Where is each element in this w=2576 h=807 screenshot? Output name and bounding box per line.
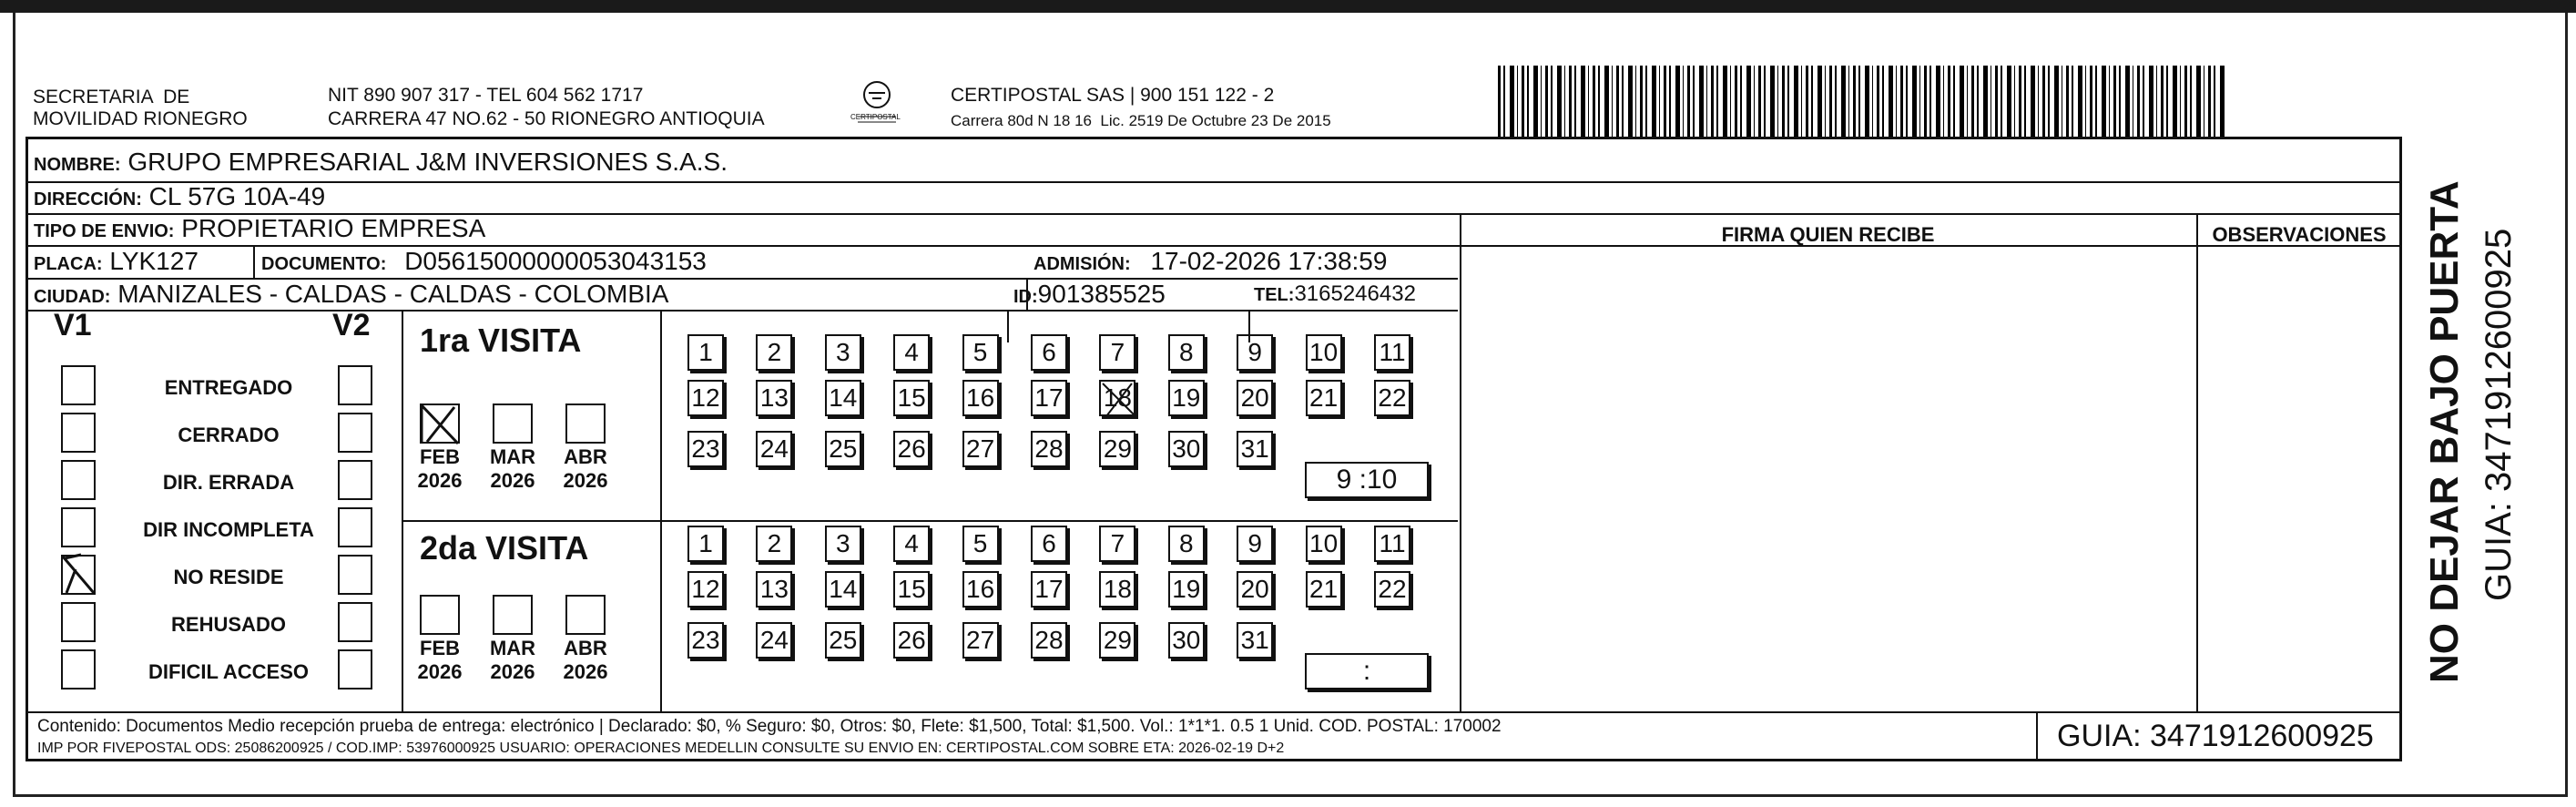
first-visit-day[interactable]: 15 bbox=[893, 380, 930, 416]
second-visit-title: 2da VISITA bbox=[420, 529, 589, 567]
first-visit-day[interactable]: 5 bbox=[962, 334, 999, 371]
second-visit-month-mar-checkbox[interactable] bbox=[493, 595, 533, 635]
first-visit-day[interactable]: 31 bbox=[1237, 431, 1273, 467]
placa-label: PLACA: bbox=[34, 254, 103, 274]
first-visit-day[interactable]: 28 bbox=[1031, 431, 1067, 467]
month-name: ABR bbox=[564, 637, 607, 659]
month-name: MAR bbox=[489, 445, 536, 468]
v1-checkbox-dificil-acceso[interactable] bbox=[61, 649, 96, 690]
month-label bbox=[485, 445, 540, 493]
no-dejar-bajo-puerta-text: NO DEJAR BAJO PUERTA bbox=[2422, 180, 2467, 683]
first-visit-month-mar-checkbox[interactable] bbox=[493, 404, 533, 444]
seal-text: CERTIPOSTAL bbox=[850, 113, 901, 121]
tel-row bbox=[1254, 279, 1416, 311]
observaciones-header: OBSERVACIONES bbox=[2212, 223, 2387, 246]
delivery-form bbox=[25, 137, 2402, 761]
placa-value: LYK127 bbox=[109, 247, 199, 275]
handwritten-x-mark-icon bbox=[57, 551, 101, 598]
first-visit-day[interactable]: 8 bbox=[1168, 334, 1205, 371]
month-year: 2026 bbox=[563, 469, 608, 492]
barcode bbox=[1498, 66, 2226, 137]
status-label: ENTREGADO bbox=[164, 376, 293, 399]
second-visit-day[interactable]: 25 bbox=[825, 622, 861, 659]
v1-checkbox-dir-errada[interactable] bbox=[61, 460, 96, 500]
month-label bbox=[558, 445, 613, 493]
first-visit-day[interactable]: 14 bbox=[825, 380, 861, 416]
id-divider bbox=[1007, 310, 1009, 342]
tel-value: 3165246432 bbox=[1294, 281, 1416, 306]
second-visit-day[interactable]: 24 bbox=[756, 622, 792, 659]
handwritten-x-mark-icon bbox=[418, 402, 463, 447]
second-visit-day[interactable]: 14 bbox=[825, 571, 861, 608]
tipo-row bbox=[34, 213, 485, 247]
direccion-label: DIRECCIÓN: bbox=[34, 189, 142, 209]
v2-checkbox-dir-incompleta[interactable] bbox=[338, 507, 372, 547]
second-visit-day[interactable]: 17 bbox=[1031, 571, 1067, 608]
first-visit-day[interactable]: 11 bbox=[1374, 334, 1410, 371]
id-label: ID: bbox=[1013, 287, 1038, 307]
documento-label: DOCUMENTO: bbox=[261, 254, 387, 274]
v1-checkbox-no-reside[interactable] bbox=[61, 555, 96, 595]
side-guia-text: GUIA: 3471912600925 bbox=[2479, 228, 2519, 601]
v1-checkbox-entregado[interactable] bbox=[61, 365, 96, 405]
admision-row bbox=[1033, 246, 1387, 280]
first-visit-day[interactable]: 3 bbox=[825, 334, 861, 371]
second-visit-day[interactable]: 26 bbox=[893, 622, 930, 659]
first-visit-day[interactable]: 16 bbox=[962, 380, 999, 416]
second-visit-day[interactable]: 9 bbox=[1237, 526, 1273, 562]
first-visit-day[interactable]: 9 bbox=[1237, 334, 1273, 371]
second-visit-day[interactable]: 11 bbox=[1374, 526, 1410, 562]
second-visit-day[interactable]: 30 bbox=[1168, 622, 1205, 659]
first-visit-day[interactable]: 13 bbox=[756, 380, 792, 416]
first-visit-day[interactable]: 12 bbox=[687, 380, 724, 416]
v2-checkbox-no-reside[interactable] bbox=[338, 555, 372, 595]
month-label bbox=[412, 445, 467, 493]
id-row bbox=[1013, 279, 1166, 312]
second-visit-day[interactable]: 1 bbox=[687, 526, 724, 562]
footer-divider bbox=[28, 711, 2399, 713]
status-label: NO RESIDE bbox=[173, 566, 284, 588]
org-name-line2: MOVILIDAD RIONEGRO bbox=[33, 108, 248, 129]
status-label: CERRADO bbox=[178, 424, 280, 446]
second-visit-day[interactable]: 23 bbox=[687, 622, 724, 659]
courier-line2: Carrera 80d N 18 16 Lic. 2519 De Octubre 23 De 2015 bbox=[951, 112, 1331, 129]
v2-checkbox-rehusado[interactable] bbox=[338, 602, 372, 642]
second-visit-day[interactable]: 22 bbox=[1374, 571, 1410, 608]
org-name-line1: SECRETARIA DE bbox=[33, 87, 190, 107]
direccion-value: CL 57G 10A-49 bbox=[148, 182, 326, 210]
admision-value: 17-02-2026 17:38:59 bbox=[1150, 247, 1388, 275]
direccion-row bbox=[34, 181, 325, 215]
first-visit-day[interactable]: 30 bbox=[1168, 431, 1205, 467]
observaciones-left-border bbox=[2196, 213, 2198, 711]
second-visit-day[interactable]: 28 bbox=[1031, 622, 1067, 659]
first-visit-day[interactable]: 19 bbox=[1168, 380, 1205, 416]
first-visit-title: 1ra VISITA bbox=[420, 322, 582, 359]
month-year: 2026 bbox=[563, 660, 608, 683]
second-visit-day[interactable]: 8 bbox=[1168, 526, 1205, 562]
month-year: 2026 bbox=[417, 660, 463, 683]
guia-divider bbox=[2036, 711, 2038, 761]
month-label bbox=[558, 637, 613, 684]
second-visit-day[interactable]: 13 bbox=[756, 571, 792, 608]
ciudad-label: CIUDAD: bbox=[34, 287, 111, 307]
first-visit-day[interactable]: 18 bbox=[1099, 380, 1135, 416]
second-visit-day[interactable]: 21 bbox=[1306, 571, 1342, 608]
v2-checkbox-dir-errada[interactable] bbox=[338, 460, 372, 500]
month-year: 2026 bbox=[490, 660, 535, 683]
firma-left-border bbox=[1460, 213, 1461, 711]
v2-checkbox-entregado[interactable] bbox=[338, 365, 372, 405]
first-visit-day[interactable]: 20 bbox=[1237, 380, 1273, 416]
first-visit-day[interactable]: 21 bbox=[1306, 380, 1342, 416]
first-visit-day[interactable]: 26 bbox=[893, 431, 930, 467]
row-divider bbox=[28, 181, 2399, 183]
nombre-row bbox=[34, 147, 728, 180]
second-visit-day[interactable]: 3 bbox=[825, 526, 861, 562]
month-label bbox=[412, 637, 467, 684]
tel-label: TEL: bbox=[1254, 285, 1295, 305]
v1-checkbox-dir-incompleta[interactable] bbox=[61, 507, 96, 547]
second-visit-day[interactable]: 16 bbox=[962, 571, 999, 608]
status-label: DIFICIL ACCESO bbox=[148, 660, 309, 683]
first-visit-day[interactable]: 1 bbox=[687, 334, 724, 371]
side-panel bbox=[2413, 137, 2568, 765]
v1-header: V1 bbox=[54, 308, 92, 342]
visit-divider bbox=[402, 520, 1458, 522]
first-visit-day[interactable]: 29 bbox=[1099, 431, 1135, 467]
top-edge-bar bbox=[0, 0, 2576, 13]
documento-value: D05615000000053043153 bbox=[404, 247, 707, 275]
handwritten-x-mark-icon bbox=[1099, 380, 1139, 420]
org-nit-line: NIT 890 907 317 - TEL 604 562 1717 bbox=[328, 85, 644, 106]
ciudad-value: MANIZALES - CALDAS - CALDAS - COLOMBIA bbox=[117, 280, 669, 308]
first-visit-day[interactable]: 10 bbox=[1306, 334, 1342, 371]
first-visit-day[interactable]: 7 bbox=[1099, 334, 1135, 371]
first-visit-day[interactable]: 27 bbox=[962, 431, 999, 467]
second-visit-time[interactable]: : bbox=[1305, 653, 1429, 690]
tipo-value: PROPIETARIO EMPRESA bbox=[181, 214, 486, 242]
footer-print-info: IMP POR FIVEPOSTAL ODS: 25086200925 / COD.IMP: 53976000925 USUARIO: OPERACIONES MEDELLIN CONSULTE SU ENVIO EN: CERTIPOSTAL.COM SOBRE ETA: 2026-02-19 D+2 bbox=[37, 741, 1285, 756]
second-visit-day[interactable]: 20 bbox=[1237, 571, 1273, 608]
first-visit-day[interactable]: 2 bbox=[756, 334, 792, 371]
first-visit-day[interactable]: 24 bbox=[756, 431, 792, 467]
second-visit-day[interactable]: 15 bbox=[893, 571, 930, 608]
status-label: DIR. ERRADA bbox=[162, 471, 295, 494]
month-year: 2026 bbox=[417, 469, 463, 492]
status-label: REHUSADO bbox=[171, 613, 286, 636]
first-visit-day[interactable]: 4 bbox=[893, 334, 930, 371]
status-divider bbox=[402, 310, 403, 711]
courier-line1: CERTIPOSTAL SAS | 900 151 122 - 2 bbox=[951, 85, 1275, 106]
second-visit-day[interactable]: 18 bbox=[1099, 571, 1135, 608]
v2-checkbox-dificil-acceso[interactable] bbox=[338, 649, 372, 690]
second-visit-day[interactable]: 31 bbox=[1237, 622, 1273, 659]
v2-header: V2 bbox=[332, 308, 371, 342]
month-divider bbox=[660, 310, 662, 711]
v2-checkbox-cerrado[interactable] bbox=[338, 413, 372, 453]
second-visit-day[interactable]: 19 bbox=[1168, 571, 1205, 608]
first-visit-day[interactable]: 17 bbox=[1031, 380, 1067, 416]
status-label: DIR INCOMPLETA bbox=[143, 518, 314, 541]
second-visit-month-abr-checkbox[interactable] bbox=[565, 595, 606, 635]
placa-divider bbox=[253, 245, 255, 278]
first-visit-day[interactable]: 22 bbox=[1374, 380, 1410, 416]
second-visit-day[interactable]: 4 bbox=[893, 526, 930, 562]
first-visit-day[interactable]: 6 bbox=[1031, 334, 1067, 371]
second-visit-day[interactable]: 5 bbox=[962, 526, 999, 562]
month-name: MAR bbox=[489, 637, 536, 659]
first-visit-day[interactable]: 23 bbox=[687, 431, 724, 467]
second-visit-day[interactable]: 12 bbox=[687, 571, 724, 608]
second-visit-day[interactable]: 27 bbox=[962, 622, 999, 659]
first-visit-time[interactable]: 9 :10 bbox=[1305, 462, 1429, 498]
documento-row bbox=[261, 246, 707, 280]
second-visit-day[interactable]: 7 bbox=[1099, 526, 1135, 562]
second-visit-day[interactable]: 2 bbox=[756, 526, 792, 562]
month-name: ABR bbox=[564, 445, 607, 468]
firma-header: FIRMA QUIEN RECIBE bbox=[1721, 223, 1935, 246]
second-visit-day[interactable]: 10 bbox=[1306, 526, 1342, 562]
first-visit-day[interactable]: 25 bbox=[825, 431, 861, 467]
second-visit-month-feb-checkbox[interactable] bbox=[420, 595, 460, 635]
month-year: 2026 bbox=[490, 469, 535, 492]
second-visit-day[interactable]: 29 bbox=[1099, 622, 1135, 659]
nombre-value: GRUPO EMPRESARIAL J&M INVERSIONES S.A.S. bbox=[127, 148, 728, 176]
tipo-label: TIPO DE ENVIO: bbox=[34, 221, 175, 241]
placa-row bbox=[34, 246, 199, 280]
v1-checkbox-cerrado[interactable] bbox=[61, 413, 96, 453]
second-visit-day[interactable]: 6 bbox=[1031, 526, 1067, 562]
guia-number: GUIA: 3471912600925 bbox=[2057, 719, 2374, 753]
id-value: 901385525 bbox=[1037, 280, 1166, 308]
v1-checkbox-rehusado[interactable] bbox=[61, 602, 96, 642]
first-visit-month-abr-checkbox[interactable] bbox=[565, 404, 606, 444]
first-visit-month-feb-checkbox[interactable] bbox=[420, 404, 460, 444]
org-address-line: CARRERA 47 NO.62 - 50 RIONEGRO ANTIOQUIA bbox=[328, 108, 765, 129]
month-label bbox=[485, 637, 540, 684]
month-name: FEB bbox=[420, 637, 460, 659]
footer-contents: Contenido: Documentos Medio recepción prueba de entrega: electrónico | Declarado: $0, % Seguro: $0, Otros: $0, Flete: $1,500, Total: $1,500. Vol.: 1*1*1. 0.5 1 Unid. COD. POSTAL: 170002 bbox=[37, 717, 1502, 736]
month-name: FEB bbox=[420, 445, 460, 468]
admision-label: ADMISIÓN: bbox=[1033, 254, 1131, 274]
nombre-label: NOMBRE: bbox=[34, 155, 121, 175]
